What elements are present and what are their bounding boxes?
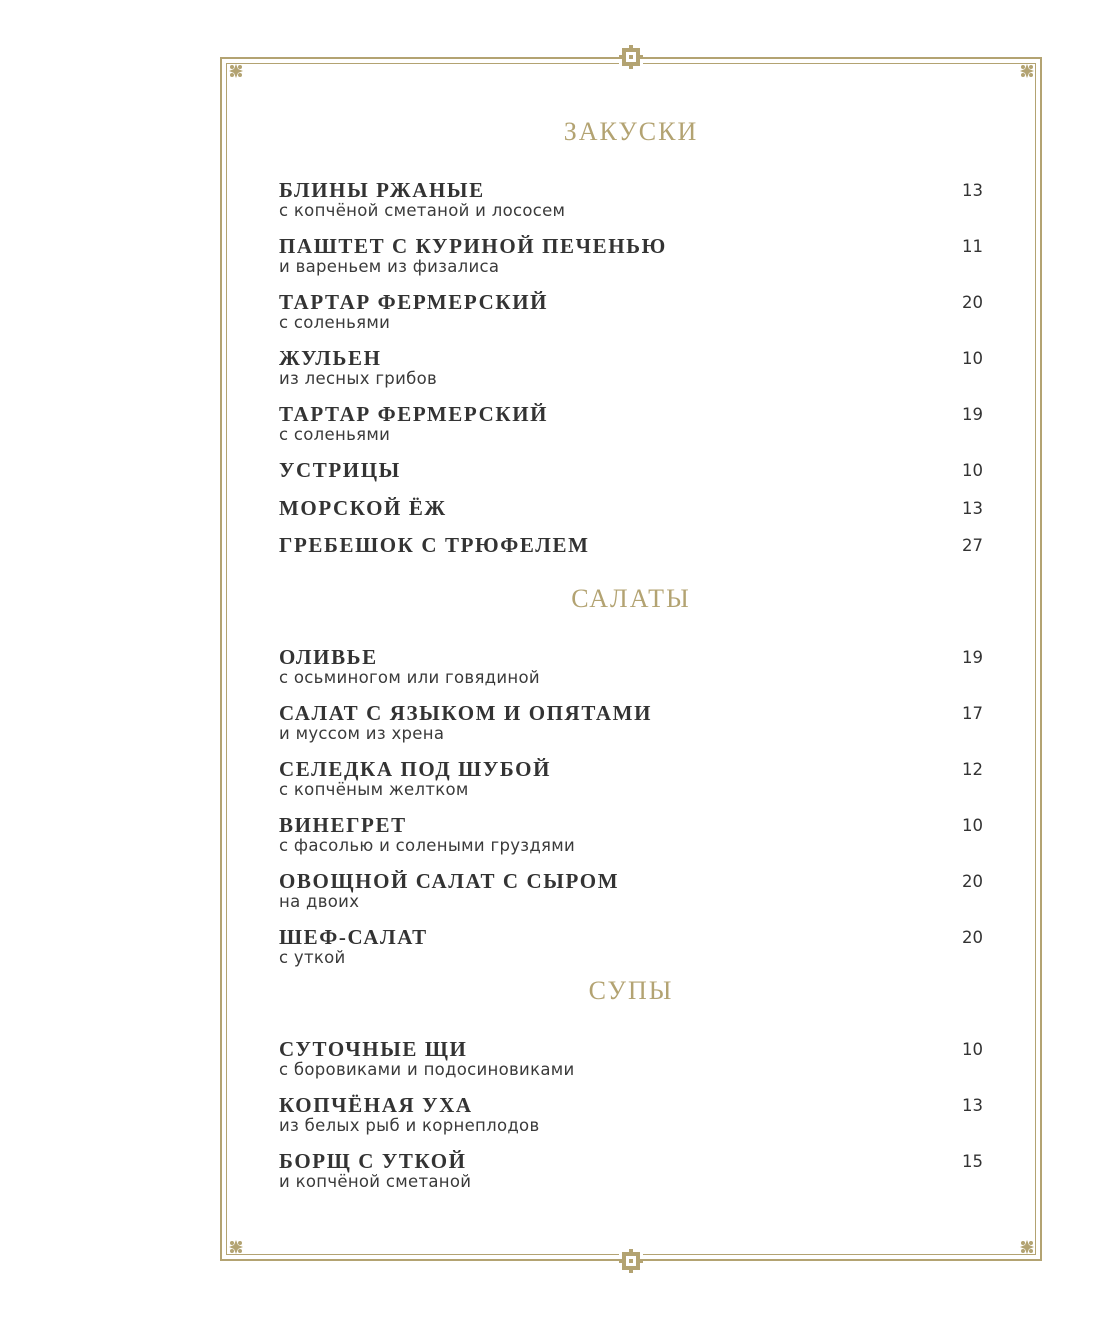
menu-item	[279, 646, 983, 688]
item-name: СЕЛЕДКА ПОД ШУБОЙ	[279, 757, 552, 781]
item-name: ТАРТАР ФЕРМЕРСКИЙ	[279, 290, 549, 314]
item-description: с осьминогом или говядиной	[279, 668, 540, 687]
item-price: 11	[962, 237, 983, 256]
top-ornament-icon	[619, 45, 643, 69]
item-price: 13	[962, 181, 983, 200]
menu-item	[279, 179, 983, 221]
item-name: ПАШТЕТ С КУРИНОЙ ПЕЧЕНЬЮ	[279, 234, 667, 258]
item-name: ТАРТАР ФЕРМЕРСКИЙ	[279, 402, 549, 426]
item-price: 12	[962, 760, 983, 779]
corner-ornament-icon	[229, 64, 243, 78]
item-description: с фасолью и солеными груздями	[279, 836, 576, 855]
menu-item	[279, 347, 983, 389]
item-name: ОВОЩНОЙ САЛАТ С СЫРОМ	[279, 869, 620, 893]
menu-item	[279, 926, 983, 968]
item-name: ШЕФ-САЛАТ	[279, 925, 428, 949]
item-price: 20	[962, 928, 983, 947]
item-name: ОЛИВЬЕ	[279, 645, 378, 669]
item-description: с копчёным желтком	[279, 780, 469, 799]
item-name: ВИНЕГРЕТ	[279, 813, 407, 837]
item-price: 10	[962, 816, 983, 835]
item-price: 10	[962, 461, 983, 480]
item-description: с боровиками и подосиновиками	[279, 1060, 575, 1079]
item-price: 10	[962, 349, 983, 368]
corner-ornament-icon	[1020, 64, 1034, 78]
item-name: КОПЧЁНАЯ УХА	[279, 1093, 473, 1117]
menu-item	[279, 870, 983, 912]
menu-item	[279, 758, 983, 800]
item-name: ГРЕБЕШОК С ТРЮФЕЛЕМ	[279, 533, 590, 557]
menu-item	[279, 1038, 983, 1080]
item-description: с соленьями	[279, 313, 391, 332]
item-price: 15	[962, 1152, 983, 1171]
menu-item	[279, 403, 983, 445]
item-price: 19	[962, 648, 983, 667]
item-price: 20	[962, 872, 983, 891]
item-name: ЖУЛЬЕН	[279, 346, 382, 370]
item-price: 17	[962, 704, 983, 723]
corner-ornament-icon	[1020, 1240, 1034, 1254]
item-name: БЛИНЫ РЖАНЫЕ	[279, 178, 485, 202]
menu-item	[279, 1150, 983, 1192]
menu-item	[279, 459, 983, 481]
item-price: 13	[962, 1096, 983, 1115]
menu-item	[279, 534, 983, 556]
item-description: и муссом из хрена	[279, 724, 445, 743]
menu-item	[279, 702, 983, 744]
item-description: с копчёной сметаной и лососем	[279, 201, 566, 220]
menu-item	[279, 291, 983, 333]
item-price: 20	[962, 293, 983, 312]
item-name: САЛАТ С ЯЗЫКОМ И ОПЯТАМИ	[279, 701, 653, 725]
section-title-salads: САЛАТЫ	[571, 584, 691, 613]
item-description: с соленьями	[279, 425, 391, 444]
item-price: 13	[962, 499, 983, 518]
item-description: из белых рыб и корнеплодов	[279, 1116, 540, 1135]
item-description: на двоих	[279, 892, 360, 911]
item-price: 27	[962, 536, 983, 555]
item-price: 10	[962, 1040, 983, 1059]
item-description: и вареньем из физалиса	[279, 257, 500, 276]
item-name: СУТОЧНЫЕ ЩИ	[279, 1037, 468, 1061]
menu-item	[279, 814, 983, 856]
section-title-soups: СУПЫ	[588, 976, 674, 1005]
item-price: 19	[962, 405, 983, 424]
menu-item	[279, 497, 983, 519]
item-name: УСТРИЦЫ	[279, 458, 401, 482]
corner-ornament-icon	[229, 1240, 243, 1254]
menu-item	[279, 235, 983, 277]
item-description: из лесных грибов	[279, 369, 437, 388]
item-name: БОРЩ С УТКОЙ	[279, 1149, 467, 1173]
section-title-appetizers: ЗАКУСКИ	[563, 117, 699, 146]
item-name: МОРСКОЙ ЁЖ	[279, 496, 447, 520]
bottom-ornament-icon	[619, 1249, 643, 1273]
item-description: и копчёной сметаной	[279, 1172, 472, 1191]
menu-item	[279, 1094, 983, 1136]
item-description: с уткой	[279, 948, 346, 967]
